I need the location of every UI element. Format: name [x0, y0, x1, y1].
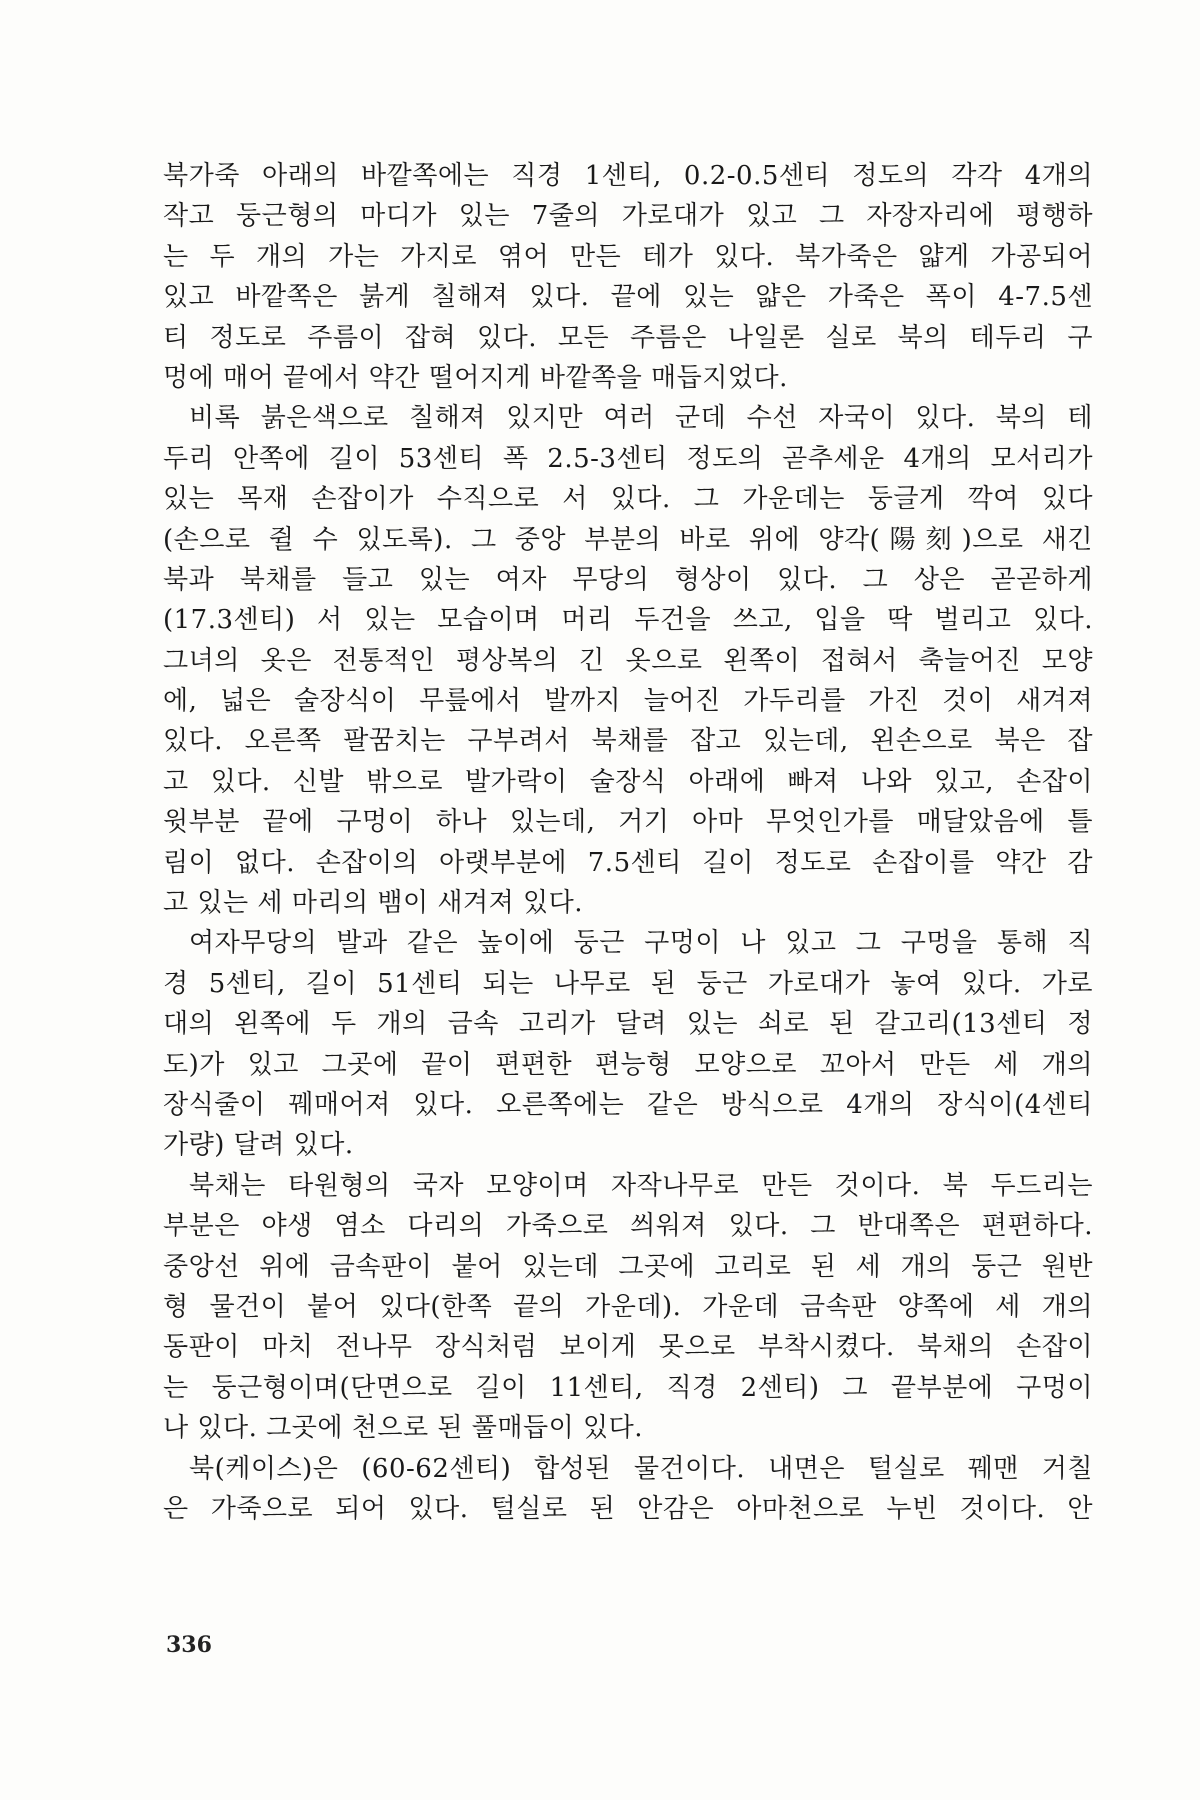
text-line: 고 있는 세 마리의 뱀이 새겨져 있다.	[163, 888, 583, 919]
text-line: 북가죽 아래의 바깥쪽에는 직경 1센티, 0.2-0.5센티 정도의 각각 4개의	[163, 161, 1093, 191]
text-line: 윗부분 끝에 구멍이 하나 있는데, 거기 아마 무엇인가를 매달았음에 틀	[163, 807, 1093, 838]
text-line: 는 둥근형이며(단면으로 길이 11센티, 직경 2센티) 그 끝부분에 구멍이	[163, 1372, 1093, 1403]
text-line: (손으로 쥘 수 있도록). 그 중앙 부분의 바로 위에 양각(陽刻)으로 새긴	[163, 524, 1093, 555]
text-line: 나 있다. 그곳에 천으로 된 풀매듭이 있다.	[163, 1413, 643, 1444]
text-line: 형 물건이 붙어 있다(한쪽 끝의 가운데). 가운데 금속판 양쪽에 세 개의	[163, 1291, 1093, 1322]
text-line: 동판이 마치 전나무 장식처럼 보이게 못으로 부착시켰다. 북채의 손잡이	[163, 1332, 1093, 1363]
text-line: 장식줄이 꿰매어져 있다. 오른쪽에는 같은 방식으로 4개의 장식이(4센티	[163, 1089, 1093, 1120]
text-line: 에, 넓은 술장식이 무릎에서 발까지 늘어진 가두리를 가진 것이 새겨져	[163, 686, 1093, 717]
text-line: 은 가죽으로 되어 있다. 털실로 된 안감은 아마천으로 누빈 것이다. 안	[163, 1493, 1093, 1524]
text-line: 있는 목재 손잡이가 수직으로 서 있다. 그 가운데는 둥글게 깍여 있다	[163, 484, 1093, 515]
text-line: 고 있다. 신발 밖으로 발가락이 술장식 아래에 빠져 나와 있고, 손잡이	[163, 766, 1093, 797]
text-line: 멍에 매어 끝에서 약간 떨어지게 바깥쪽을 매듭지었다.	[163, 362, 788, 393]
text-line: 그녀의 옷은 전통적인 평상복의 긴 옷으로 왼쪽이 접혀서 축늘어진 모양	[163, 645, 1093, 676]
text-line: 북과 북채를 들고 있는 여자 무당의 형상이 있다. 그 상은 곧곧하게	[163, 564, 1093, 595]
text-line: 비록 붉은색으로 칠해져 있지만 여러 군데 수선 자국이 있다. 북의 테	[189, 403, 1093, 434]
text-line: 는 두 개의 가는 가지로 엮어 만든 테가 있다. 북가죽은 얇게 가공되어	[163, 241, 1093, 272]
text-line: 티 정도로 주름이 잡혀 있다. 모든 주름은 나일론 실로 북의 테두리 구	[163, 322, 1093, 353]
text-line: 경 5센티, 길이 51센티 되는 나무로 된 둥근 가로대가 놓여 있다. 가로	[163, 968, 1093, 999]
text-line: 북채는 타원형의 국자 모양이며 자작나무로 만든 것이다. 북 두드리는	[189, 1170, 1093, 1201]
text-line: 북(케이스)은 (60-62센티) 합성된 물건이다. 내면은 털실로 꿰맨 거칠	[189, 1453, 1093, 1484]
text-line: 림이 없다. 손잡이의 아랫부분에 7.5센티 길이 정도로 손잡이를 약간 감	[163, 847, 1093, 878]
text-line: 작고 둥근형의 마디가 있는 7줄의 가로대가 있고 그 자장자리에 평행하	[163, 201, 1093, 232]
text-line: 여자무당의 발과 같은 높이에 둥근 구멍이 나 있고 그 구멍을 통해 직	[189, 928, 1093, 959]
text-line: 있다. 오른쪽 팔꿈치는 구부려서 북채를 잡고 있는데, 왼손으로 북은 잡	[163, 726, 1093, 757]
page-number: 336	[166, 1632, 212, 1658]
text-line: (17.3센티) 서 있는 모습이며 머리 두건을 쓰고, 입을 딱 벌리고 있다.	[163, 605, 1093, 636]
text-line: 두리 안쪽에 길이 53센티 폭 2.5-3센티 정도의 곧추세운 4개의 모서리가	[163, 443, 1093, 474]
body-text	[163, 156, 1093, 1529]
text-line: 부분은 야생 염소 다리의 가죽으로 씌워져 있다. 그 반대쪽은 편편하다.	[163, 1211, 1093, 1242]
text-line: 중앙선 위에 금속판이 붙어 있는데 그곳에 고리로 된 세 개의 둥근 원반	[163, 1251, 1093, 1282]
text-line: 대의 왼쪽에 두 개의 금속 고리가 달려 있는 쇠로 된 갈고리(13센티 정	[163, 1009, 1093, 1040]
text-line: 있고 바깥쪽은 붉게 칠해져 있다. 끝에 있는 얇은 가죽은 폭이 4-7.5센	[163, 282, 1093, 313]
text-line: 도)가 있고 그곳에 끝이 편편한 편능형 모양으로 꼬아서 만든 세 개의	[163, 1049, 1093, 1080]
text-line: 가량) 달려 있다.	[163, 1130, 354, 1161]
